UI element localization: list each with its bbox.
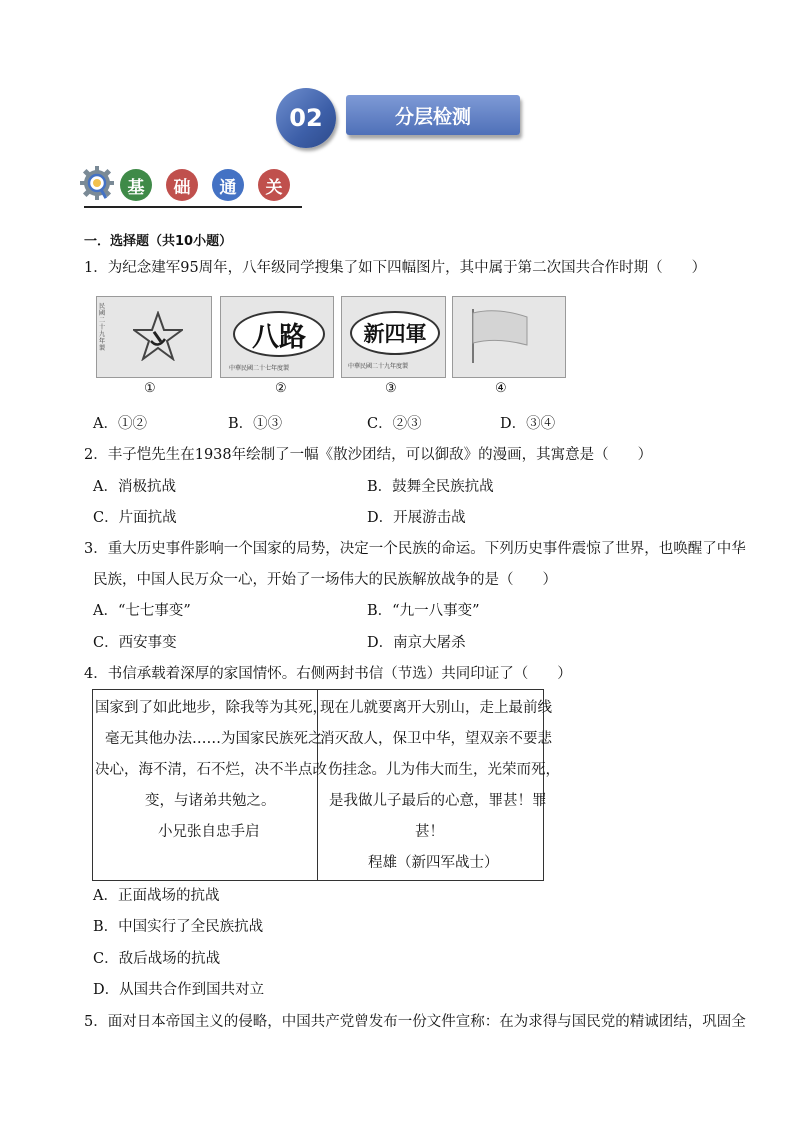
letter-left-line: 国家到了如此地步，除我等为其死， xyxy=(95,700,327,716)
question-2-option-d[interactable]: D．开展游击战 xyxy=(367,510,466,526)
letter-right-line: 消灭敌人，保卫中华，望双亲不要悲 xyxy=(320,731,552,747)
question-1-stem: 1．为纪念建军95周年，八年级同学搜集了如下四幅图片，其中属于第二次国共合作时期（ ） xyxy=(84,260,707,276)
question-1-option-b[interactable]: B．①③ xyxy=(228,416,283,432)
question-1-option-d[interactable]: D．③④ xyxy=(500,416,556,432)
section-title-banner: 分层检测 xyxy=(346,95,520,135)
flag-image-3 xyxy=(341,296,446,378)
question-3-option-b[interactable]: B．“九一八事变” xyxy=(367,603,480,619)
letter-left-line: 决心，海不清，石不烂，决不半点改 xyxy=(95,762,327,778)
question-3-stem-line-2: 民族，中国人民万众一心，开始了一场伟大的民族解放战争的是（ ） xyxy=(93,572,557,588)
letter-left-signature: 小兄张自忠手启 xyxy=(158,824,260,840)
letter-right-line: 现在儿就要离开大别山，走上最前线 xyxy=(320,700,552,716)
question-3-stem-line-1: 3．重大历史事件影响一个国家的局势，决定一个民族的命运。下列历史事件震惊了世界，也唤醒了中华 xyxy=(84,541,746,557)
letter-right-line: 是我做儿子最后的心意，罪甚！罪 xyxy=(329,793,547,809)
flag-1-side-text: 民國二十九年製 xyxy=(99,303,106,352)
letter-right-line: 甚！ xyxy=(415,824,444,840)
section-number-badge: 02 xyxy=(276,88,336,148)
question-2-stem: 2．丰子恺先生在1938年绘制了一幅《散沙团结，可以御敌》的漫画，其寓意是（ ） xyxy=(84,447,653,463)
question-4-option-c[interactable]: C．敌后战场的抗战 xyxy=(93,951,221,967)
flag-image-4 xyxy=(452,296,566,378)
flag-image-2 xyxy=(220,296,334,378)
question-4-option-b[interactable]: B．中国实行了全民族抗战 xyxy=(93,919,264,935)
flag-image-1 xyxy=(96,296,212,378)
question-4-option-d[interactable]: D．从国共合作到国共对立 xyxy=(93,982,265,998)
badge-char-3: 通 xyxy=(212,169,244,201)
question-4-option-a[interactable]: A．正面战场的抗战 xyxy=(93,888,220,904)
image-label-1: ① xyxy=(144,381,156,396)
section-heading: 一．选择题（共10小题） xyxy=(84,234,233,249)
flag-2-label: 八路 xyxy=(233,311,325,357)
letter-left-line: 变，与诸弟共勉之。 xyxy=(145,793,276,809)
badge-char-1: 基 xyxy=(120,169,152,201)
badge-underline xyxy=(84,206,302,208)
badge-char-4: 关 xyxy=(258,169,290,201)
image-label-4: ④ xyxy=(495,381,507,396)
letter-right-line: 伤挂念。儿为伟大而生，光荣而死， xyxy=(328,762,560,778)
question-3-option-d[interactable]: D．南京大屠杀 xyxy=(367,635,466,651)
flag-2-foot: 中華民國二十七年度製 xyxy=(229,365,290,372)
letter-right-signature: 程雄（新四军战士） xyxy=(368,855,499,871)
gear-magnifier-icon xyxy=(80,166,114,200)
flag-3-foot: 中華民國二十九年度製 xyxy=(348,363,409,370)
question-2-option-a[interactable]: A．消极抗战 xyxy=(93,479,176,495)
question-3-option-c[interactable]: C．西安事变 xyxy=(93,635,177,651)
star-hammer-sickle-icon xyxy=(133,311,183,361)
question-1-option-c[interactable]: C．②③ xyxy=(367,416,422,432)
flag-3-label: 新四軍 xyxy=(350,311,440,355)
letter-left-line: 毫无其他办法……为国家民族死之 xyxy=(105,731,323,747)
image-label-2: ② xyxy=(275,381,287,396)
question-5-stem: 5．面对日本帝国主义的侵略，中国共产党曾发布一份文件宣称：在为求得与国民党的精诚团结，巩固全 xyxy=(84,1014,746,1030)
question-2-option-c[interactable]: C．片面抗战 xyxy=(93,510,177,526)
question-4-stem: 4．书信承载着深厚的家国情怀。右侧两封书信（节选）共同印证了（ ） xyxy=(84,666,572,682)
question-1-option-a[interactable]: A．①② xyxy=(93,416,147,432)
question-3-option-a[interactable]: A．“七七事变” xyxy=(93,603,191,619)
blank-flag-icon xyxy=(467,305,537,365)
badge-char-2: 础 xyxy=(166,169,198,201)
image-label-3: ③ xyxy=(385,381,397,396)
question-2-option-b[interactable]: B．鼓舞全民族抗战 xyxy=(367,479,494,495)
